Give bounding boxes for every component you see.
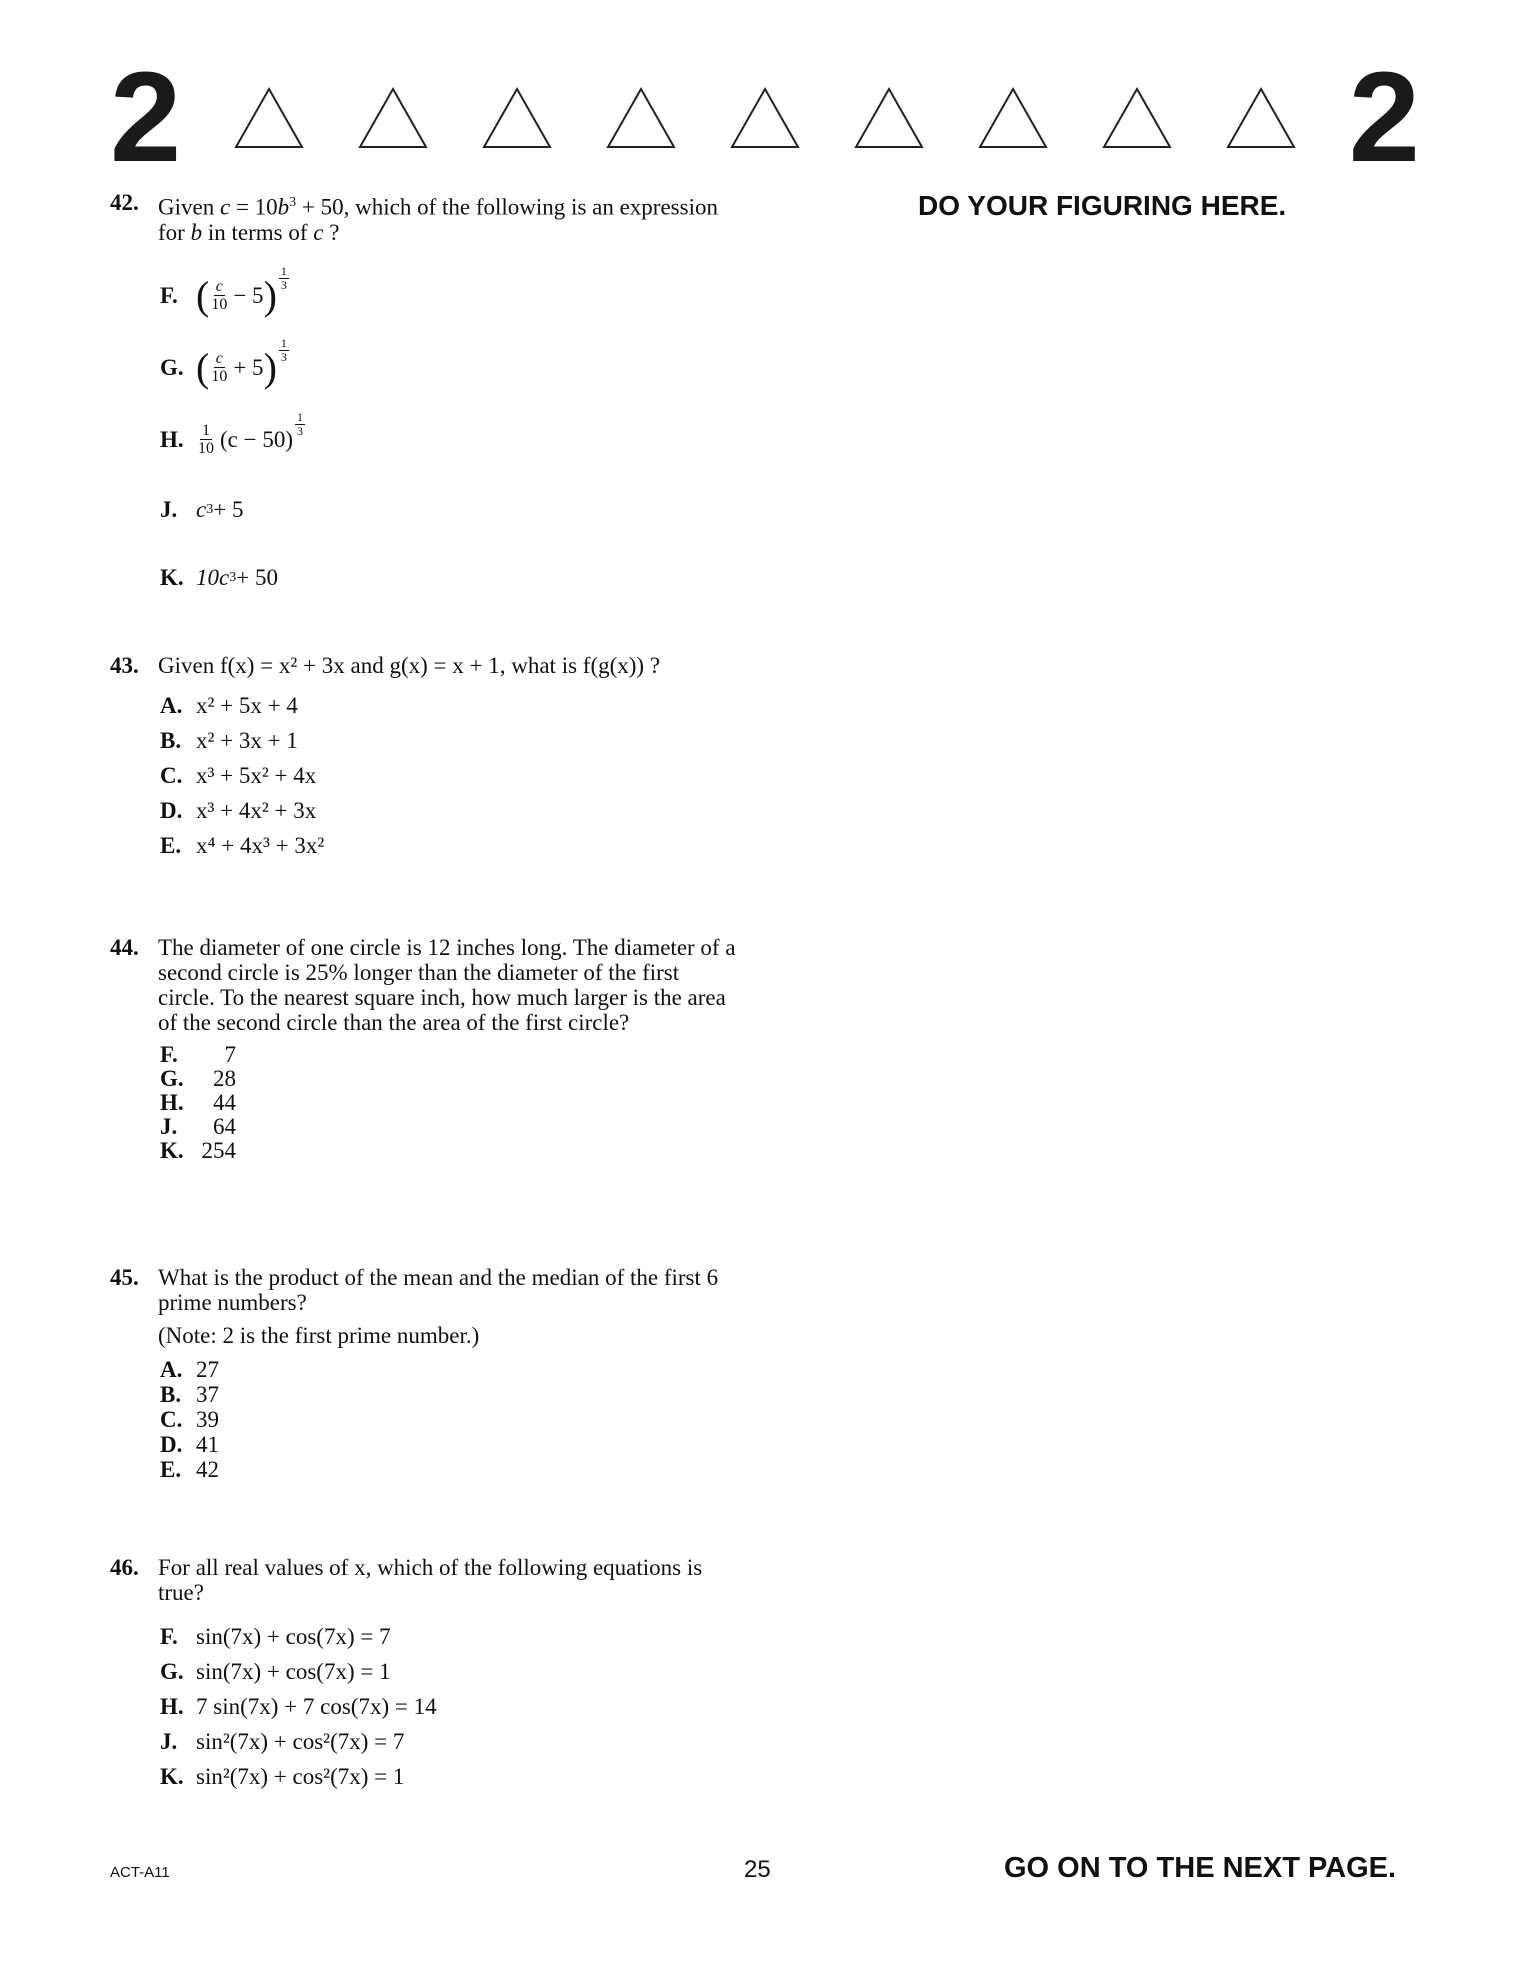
question-note: (Note: 2 is the first prime number.) <box>158 1323 480 1348</box>
question-number: 45. <box>110 1265 139 1290</box>
choice-G[interactable]: G. 28 <box>160 1066 236 1091</box>
section-number-left: 2 <box>110 46 182 189</box>
triangle-outline-icon <box>853 86 925 150</box>
triangle-outline-icon <box>977 86 1049 150</box>
choice-D[interactable]: D. 41 <box>160 1432 219 1457</box>
choice-G[interactable]: G. sin(7x) + cos(7x) = 1 <box>160 1659 391 1684</box>
question-stem: Given f(x) = x² + 3x and g(x) = x + 1, what is f(g(x)) ? <box>158 653 661 678</box>
choice-J[interactable]: J. sin²(7x) + cos²(7x) = 7 <box>160 1729 405 1754</box>
choice-D[interactable]: D. x³ + 4x² + 3x <box>160 798 317 823</box>
choice-J[interactable]: J. c 3 + 5 <box>160 496 244 522</box>
figuring-note: DO YOUR FIGURING HERE. <box>918 190 1287 221</box>
question-42 <box>110 190 740 609</box>
question-number: 42. <box>110 190 139 215</box>
fraction: $\frac{1}{10}$ <box>198 422 214 458</box>
choice-E[interactable]: E. 42 <box>160 1457 219 1482</box>
choice-C[interactable]: C. x³ + 5x² + 4x <box>160 763 317 788</box>
choice-B[interactable]: B. 37 <box>160 1382 219 1407</box>
question-46 <box>110 1555 740 1794</box>
triangle-outline-icon <box>233 86 305 150</box>
choice-H[interactable]: H. 44 <box>160 1090 236 1115</box>
exponent-fraction: $\frac{1}{3}$ <box>297 410 303 439</box>
section-header <box>110 46 1420 189</box>
choice-G[interactable]: G. ( $\frac{c}{10}$ + 5 ) $\frac{1}{3}$ <box>160 336 287 390</box>
question-stem: The diameter of one circle is 12 inches long. The diameter of a second circle is 25% longer than the diameter of the first circle. To the nearest square inch, how much larger is the area of the second circle than the area of the first circle? <box>158 935 736 1035</box>
choice-H[interactable]: H. $\frac{1}{10}$ (c − 50) $\frac{1}{3}$ <box>160 410 303 458</box>
question-number: 43. <box>110 653 139 678</box>
fraction: $\frac{c}{10}$ <box>211 350 228 386</box>
exponent-fraction: $\frac{1}{3}$ <box>280 336 287 365</box>
choice-C[interactable]: C. 39 <box>160 1407 219 1432</box>
choice-H[interactable]: H. 7 sin(7x) + 7 cos(7x) = 14 <box>160 1694 437 1719</box>
section-number-right: 2 <box>1348 46 1420 189</box>
choice-K[interactable]: K. 10c 3 + 50 <box>160 564 278 590</box>
question-stem: For all real values of x, which of the following equations is true? <box>158 1555 703 1605</box>
question-stem: Given $c = 10b^3 + 50$, which of the following is an expression for b in terms of c ? <box>158 194 718 245</box>
question-44 <box>110 935 740 1163</box>
triangle-outline-icon <box>1101 86 1173 150</box>
next-page-note: GO ON TO THE NEXT PAGE. <box>1004 1852 1397 1884</box>
choice-J[interactable]: J. 64 <box>160 1114 236 1139</box>
page-number: 25 <box>744 1856 771 1883</box>
choice-K[interactable]: K. 254 <box>160 1138 236 1163</box>
question-43 <box>110 653 740 863</box>
choice-A[interactable]: A. x² + 5x + 4 <box>160 693 298 718</box>
choice-E[interactable]: E. x⁴ + 4x³ + 3x² <box>160 833 325 858</box>
form-code: ACT-A11 <box>110 1864 170 1881</box>
question-45 <box>110 1265 740 1482</box>
choice-K[interactable]: K. sin²(7x) + cos²(7x) = 1 <box>160 1764 405 1789</box>
triangle-outline-icon <box>1225 86 1297 150</box>
triangle-outline-icon <box>481 86 553 150</box>
choice-A[interactable]: A. 27 <box>160 1357 219 1382</box>
question-stem: What is the product of the mean and the median of the first 6 prime numbers? <box>158 1265 719 1315</box>
triangle-outline-icon <box>729 86 801 150</box>
question-number: 44. <box>110 935 139 960</box>
triangle-outline-icon <box>357 86 429 150</box>
choice-B[interactable]: B. x² + 3x + 1 <box>160 728 298 753</box>
choice-F[interactable]: F. 7 <box>160 1042 236 1067</box>
question-number: 46. <box>110 1555 139 1580</box>
exponent-fraction: $\frac{1}{3}$ <box>280 264 287 293</box>
triangle-outline-icon <box>605 86 677 150</box>
choice-F[interactable]: F. ( $\frac{c}{10}$ − 5 ) $\frac{1}{3}$ <box>160 264 287 318</box>
choice-F[interactable]: F. sin(7x) + cos(7x) = 7 <box>160 1624 391 1649</box>
fraction: $\frac{c}{10}$ <box>211 278 228 314</box>
